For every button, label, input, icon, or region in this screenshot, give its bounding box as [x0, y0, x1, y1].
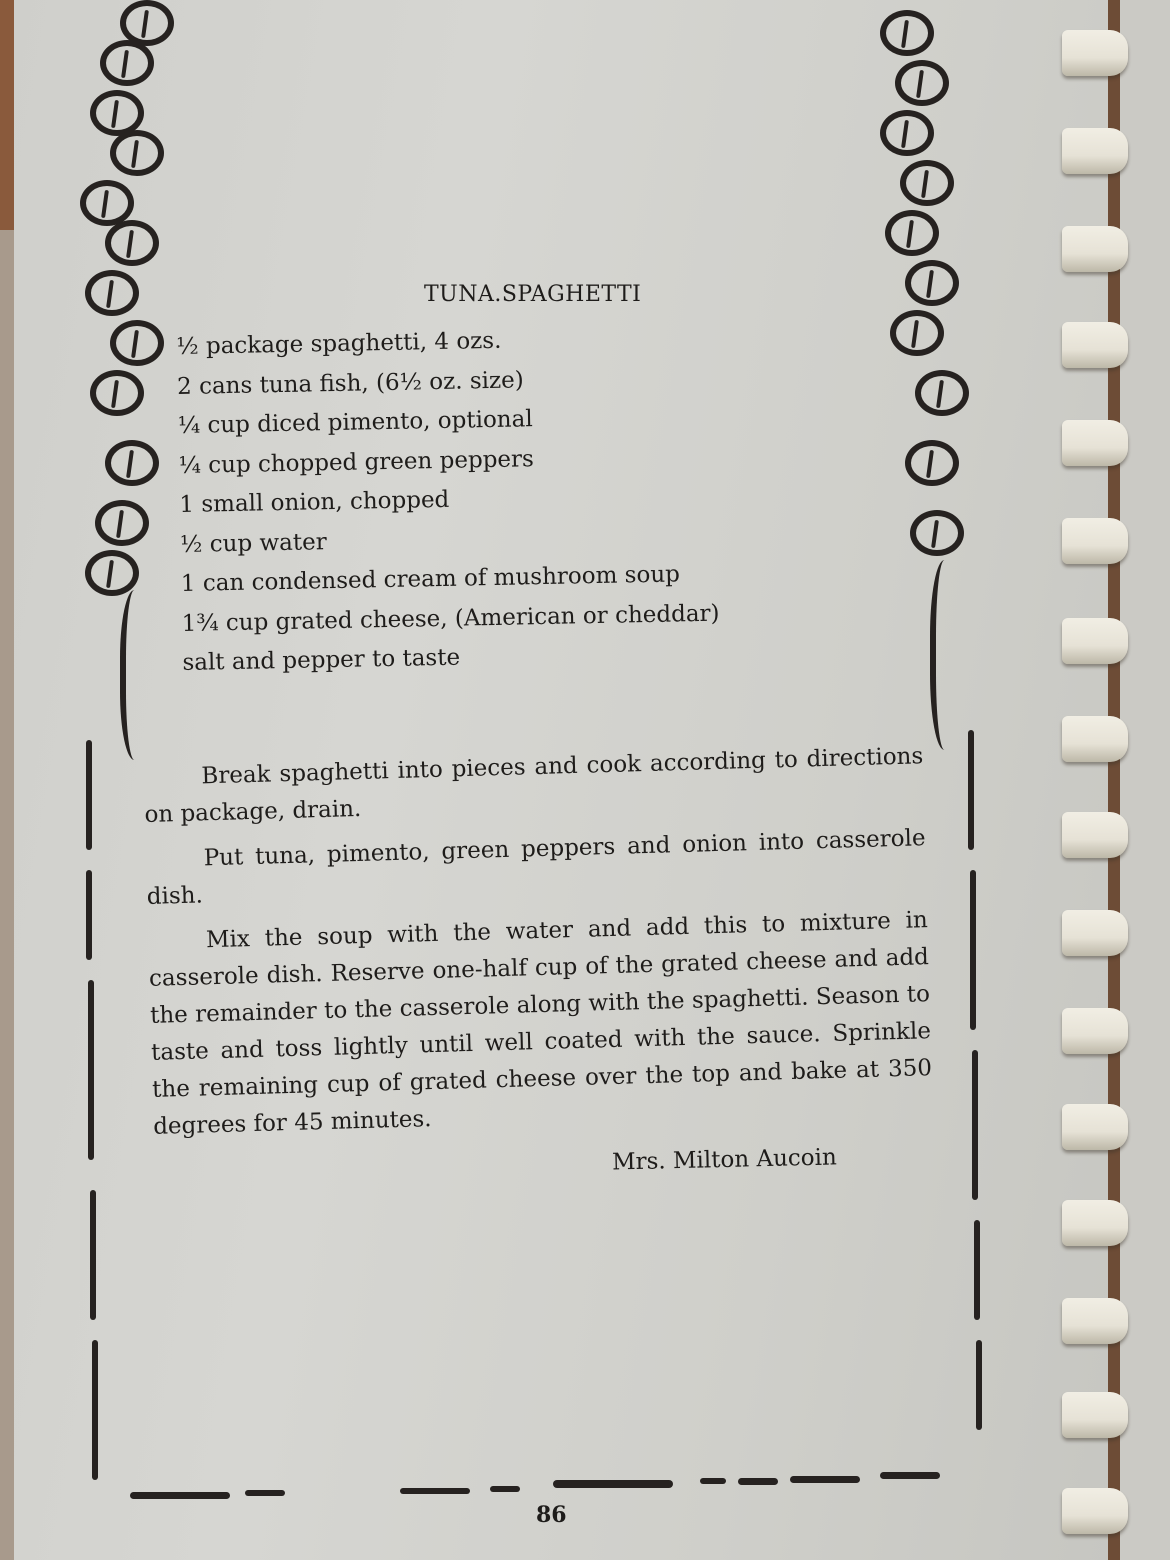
- binding-ring-icon: [1062, 1488, 1128, 1534]
- binding-ring-icon: [1062, 226, 1128, 272]
- binding-ring-icon: [1062, 618, 1128, 664]
- binding-ring-icon: [1062, 518, 1128, 564]
- binding-ring-icon: [1062, 910, 1128, 956]
- ingredient-item: 1 can condensed cream of mushroom soup: [180, 561, 681, 597]
- binding-ring-icon: [1062, 1104, 1128, 1150]
- direction-paragraph: Mix the soup with the water and add this to mixture in casserole dish. Reserve one-half cup of the grated cheese and add the remainder to the casserole along with the spaghetti. Season to taste and toss lightly until well coated with the sauce. Sprinkle the remaining cup of grated cheese over the top and bake at 350 degrees for 45 minutes.: [148, 907, 933, 1140]
- binding-ring-icon: [1062, 322, 1128, 368]
- ingredient-item: salt and pepper to taste: [182, 644, 461, 676]
- binding-ring-icon: [1062, 1008, 1128, 1054]
- direction-paragraph: Break spaghetti into pieces and cook according to directions on package, drain.: [144, 743, 924, 828]
- ingredient-item: ¼ cup chopped green peppers: [178, 445, 535, 479]
- page-number: 86: [536, 1502, 567, 1528]
- right-garlic-garland-icon: [860, 0, 990, 760]
- ingredient-item: ¼ cup diced pimento, optional: [177, 406, 533, 439]
- ingredient-item: ½ cup water: [179, 528, 327, 558]
- binding-ring-icon: [1062, 1200, 1128, 1246]
- ingredient-item: 1¾ cup grated cheese, (American or cheddar): [181, 600, 720, 637]
- left-garlic-garland-icon: [50, 0, 180, 780]
- binding-ring-icon: [1062, 716, 1128, 762]
- ingredient-item: ½ package spaghetti, 4 ozs.: [176, 327, 502, 360]
- binding-ring-icon: [1062, 1392, 1128, 1438]
- binding-ring-icon: [1062, 30, 1128, 76]
- binding-ring-icon: [1062, 1298, 1128, 1344]
- binding-ring-icon: [1062, 420, 1128, 466]
- directions: [143, 738, 934, 1154]
- ingredient-list: [176, 318, 721, 684]
- binding-ring-icon: [1062, 812, 1128, 858]
- ingredient-item: 1 small onion, chopped: [179, 486, 450, 518]
- ingredient-item: 2 cans tuna fish, (6½ oz. size): [176, 366, 524, 400]
- binding-ring-icon: [1062, 128, 1128, 174]
- recipe-author: Mrs. Milton Aucoin: [611, 1144, 838, 1176]
- recipe-title: TUNA.SPAGHETTI: [424, 282, 642, 307]
- direction-paragraph: Put tuna, pimento, green peppers and onion into casserole dish.: [146, 825, 926, 910]
